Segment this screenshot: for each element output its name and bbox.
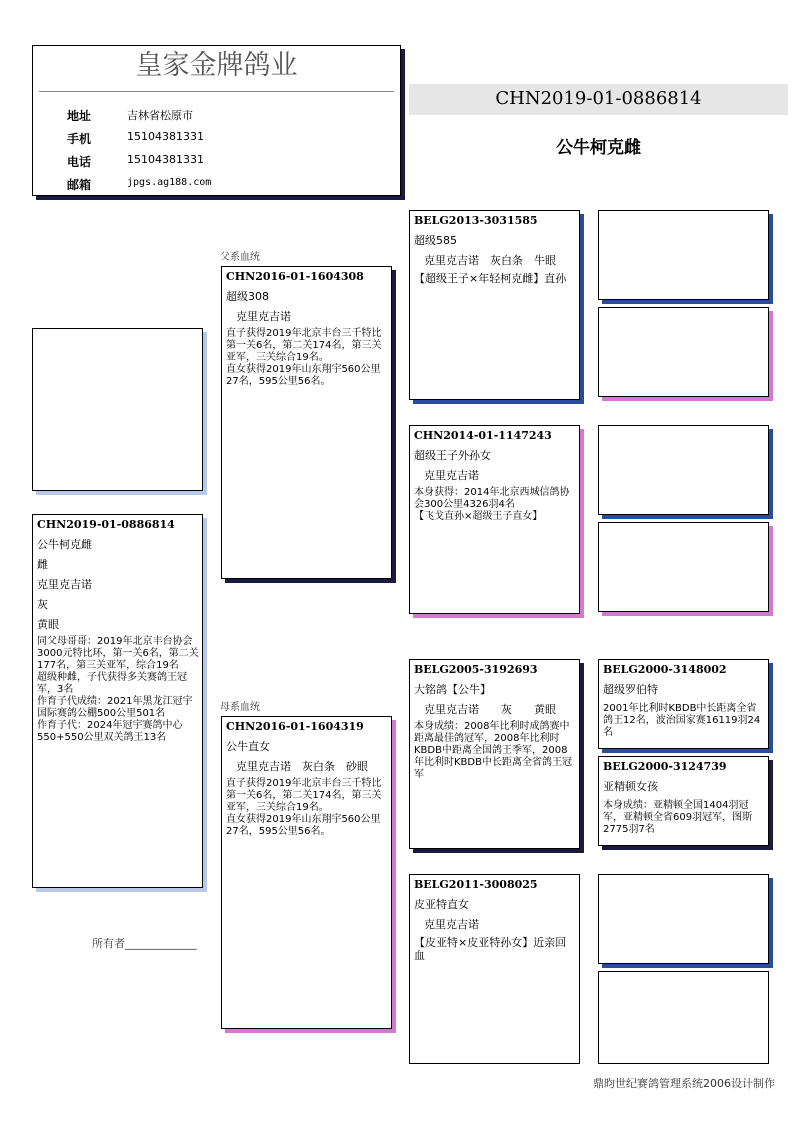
subject-strain: 克里克吉诺 bbox=[37, 578, 92, 591]
dam-line-label: 母系血统 bbox=[220, 702, 260, 713]
gg-dam-dam-card bbox=[598, 756, 769, 846]
dam-dam-traits: 克里克吉诺 bbox=[424, 918, 479, 931]
photo-frame bbox=[32, 328, 203, 491]
gg-dam-sire-ring: BELG2000-3148002 bbox=[603, 663, 727, 676]
subject-sex: 雌 bbox=[37, 558, 48, 571]
great-grandparent-box-7 bbox=[598, 874, 769, 964]
sire-traits: 克里克吉诺 bbox=[236, 310, 291, 323]
footer-credit: 鼎昀世纪赛鸽管理系统2006设计制作 bbox=[593, 1077, 775, 1090]
dam-name: 公牛直女 bbox=[226, 740, 270, 753]
sire-sire-traits: 克里克吉诺 灰白条 牛眼 bbox=[424, 254, 556, 267]
sire-dam-traits: 克里克吉诺 bbox=[424, 469, 479, 482]
great-grandparent-box-2 bbox=[598, 307, 769, 397]
sire-dam-name: 超级王子外孙女 bbox=[414, 449, 491, 462]
dam-notes: 直子获得2019年北京丰台三千特比第一关6名，第二关174名，第三关亚军，三关综合19名。 直女获得2019年山东翔宇560公里27名，595公里56名。 bbox=[226, 778, 382, 837]
sire-card bbox=[221, 266, 392, 579]
sire-sire-notes: 【超级王子×年轻柯克雌】直孙 bbox=[414, 272, 567, 285]
gg-dam-dam-ring: BELG2000-3124739 bbox=[603, 760, 727, 773]
address-value: 吉林省松原市 bbox=[127, 109, 193, 122]
mobile-label: 手机 bbox=[67, 132, 92, 146]
great-grandparent-box-3 bbox=[598, 425, 769, 515]
sire-notes: 直子获得2019年北京丰台三千特比第一关6名，第二关174名，第三关亚军，三关综合19名。 直女获得2019年山东翔宇560公里27名，595公里56名。 bbox=[226, 328, 382, 387]
great-grandparent-box-1 bbox=[598, 210, 769, 300]
sire-line-label: 父系血统 bbox=[220, 252, 260, 263]
dam-dam-ring: BELG2011-3008025 bbox=[414, 878, 538, 891]
sire-sire-ring: BELG2013-3031585 bbox=[414, 214, 538, 227]
dam-traits: 克里克吉诺 灰白条 砂眼 bbox=[236, 760, 368, 773]
email-label: 邮箱 bbox=[67, 178, 92, 192]
subject-notes: 同父母哥哥：2019年北京丰台协会3000元特比环，第一关6名，第二关177名，第三关亚军，综合19名 超级种雌，子代获得多关赛鸽王冠军，3名 作育子代成绩：2021年黑龙江冠宇国际赛鸽公棚500公里501名 作育子代：2024年冠宇赛鸽中心550+550公里双关鸽王13名 bbox=[37, 636, 199, 743]
dam-sire-name: 大铭鸽【公牛】 bbox=[414, 683, 491, 696]
subject-name: 公牛柯克雌 bbox=[37, 538, 92, 551]
sire-ring: CHN2016-01-1604308 bbox=[226, 270, 364, 283]
dam-sire-notes: 本身成绩：2008年比利时成鸽赛中距离最佳鸽冠军，2008年比利时KBDB中距离全国鸽王季军，2008年比利时KBDB中长距离全省鸽王冠军 bbox=[414, 721, 572, 780]
gg-dam-sire-card bbox=[598, 659, 769, 749]
gg-dam-dam-notes: 本身成绩：亚精顿全国1404羽冠军，亚精顿全省609羽冠军，图斯2775羽7名 bbox=[603, 800, 753, 835]
mobile-value: 15104381331 bbox=[127, 130, 204, 143]
dam-dam-card bbox=[409, 874, 580, 1064]
sire-dam-notes: 本身获得：2014年北京西城信鸽协会300公里4326羽4名 【飞戈直孙×超级王子直女】 bbox=[414, 487, 570, 522]
gg-dam-dam-name: 亚精顿女孩 bbox=[603, 780, 658, 793]
subject-eye: 黄眼 bbox=[37, 618, 59, 631]
subject-ring: CHN2019-01-0886814 bbox=[37, 518, 175, 531]
dam-sire-traits: 克里克吉诺 灰 黄眼 bbox=[424, 703, 556, 716]
subject-color: 灰 bbox=[37, 598, 48, 611]
phone-value: 15104381331 bbox=[127, 153, 204, 166]
pigeon-name-title: 公牛柯克雌 bbox=[556, 138, 641, 158]
dam-dam-notes: 【皮亚特×皮亚特孙女】近亲回血 bbox=[414, 936, 567, 962]
header-divider bbox=[39, 91, 394, 92]
subject-card bbox=[32, 514, 203, 888]
dam-sire-card bbox=[409, 659, 580, 849]
sire-sire-card bbox=[409, 210, 580, 400]
email-value: jpgs.ag188.com bbox=[127, 177, 212, 188]
ring-number-title: CHN2019-01-0886814 bbox=[495, 88, 702, 109]
sire-dam-card bbox=[409, 425, 580, 614]
gg-dam-sire-name: 超级罗伯特 bbox=[603, 683, 658, 696]
dam-dam-name: 皮亚特直女 bbox=[414, 898, 469, 911]
dam-ring: CHN2016-01-1604319 bbox=[226, 720, 364, 733]
great-grandparent-box-8 bbox=[598, 971, 769, 1064]
dam-card bbox=[221, 716, 392, 1029]
sire-sire-name: 超级585 bbox=[414, 234, 457, 247]
owner-line: 所有者_____________ bbox=[92, 937, 197, 950]
address-label: 地址 bbox=[67, 109, 92, 123]
sire-dam-ring: CHN2014-01-1147243 bbox=[414, 429, 552, 442]
gg-dam-sire-notes: 2001年比利时KBDB中长距离全省鸽王12名，波治国家赛16119羽24名 bbox=[603, 703, 761, 738]
breeder-card bbox=[32, 45, 401, 196]
sire-name: 超级308 bbox=[226, 290, 269, 303]
dam-sire-ring: BELG2005-3192693 bbox=[414, 663, 538, 676]
great-grandparent-box-4 bbox=[598, 522, 769, 612]
company-name: 皇家金牌鸽业 bbox=[135, 50, 298, 81]
phone-label: 电话 bbox=[67, 155, 92, 169]
